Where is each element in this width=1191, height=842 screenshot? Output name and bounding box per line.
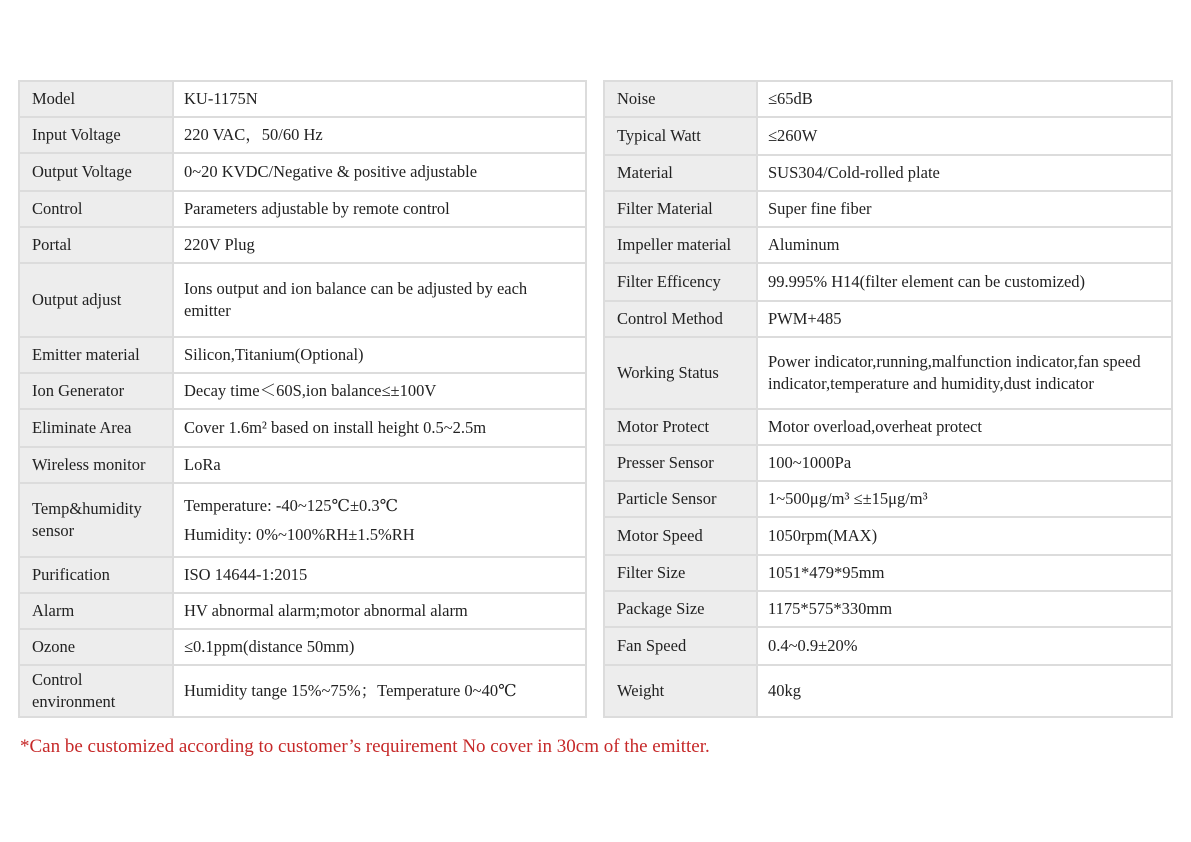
spec-label: Alarm [19, 593, 173, 629]
spec-value: 0.4~0.9±20% [757, 627, 1172, 665]
spec-label: Control [19, 191, 173, 227]
table-row [19, 593, 586, 629]
spec-label: Ion Generator [19, 373, 173, 409]
table-row [19, 373, 586, 409]
spec-value: Power indicator,running,malfunction indicator,fan speed indicator,temperature and humidity,dust indicator [757, 337, 1172, 409]
spec-label: Output adjust [19, 263, 173, 337]
spec-label: Ozone [19, 629, 173, 665]
spec-value: PWM+485 [757, 301, 1172, 337]
spec-value: KU-1175N [173, 81, 586, 117]
spec-label: Motor Speed [604, 517, 757, 555]
table-row [604, 301, 1172, 337]
table-row [604, 481, 1172, 517]
table-row [604, 555, 1172, 591]
spec-label: Weight [604, 665, 757, 717]
spec-label: Working Status [604, 337, 757, 409]
spec-label: Impeller material [604, 227, 757, 263]
spec-label: Material [604, 155, 757, 191]
table-row [19, 191, 586, 227]
spec-label: Output Voltage [19, 153, 173, 191]
table-row [19, 447, 586, 483]
spec-value: Aluminum [757, 227, 1172, 263]
spec-label: Motor Protect [604, 409, 757, 445]
spec-label: Purification [19, 557, 173, 593]
table-row [19, 227, 586, 263]
spec-table-left [18, 80, 587, 718]
table-row [604, 337, 1172, 409]
table-row [604, 665, 1172, 717]
spec-value: Super fine fiber [757, 191, 1172, 227]
table-row [19, 665, 586, 717]
table-row [604, 627, 1172, 665]
table-row [604, 81, 1172, 117]
spec-value [173, 483, 586, 557]
footnote: *Can be customized according to customer’s requirement No cover in 30cm of the emitter. [20, 736, 710, 757]
spec-value: 99.995% H14(filter element can be customized) [757, 263, 1172, 301]
spec-label: Noise [604, 81, 757, 117]
spec-value: 1175*575*330mm [757, 591, 1172, 627]
spec-value: SUS304/Cold-rolled plate [757, 155, 1172, 191]
spec-value: Ions output and ion balance can be adjusted by each emitter [173, 263, 586, 337]
table-row [604, 409, 1172, 445]
table-row [604, 591, 1172, 627]
spec-label: Filter Material [604, 191, 757, 227]
table-row [604, 191, 1172, 227]
table-row [19, 629, 586, 665]
spec-value: LoRa [173, 447, 586, 483]
spec-value: ≤0.1ppm(distance 50mm) [173, 629, 586, 665]
table-row [604, 517, 1172, 555]
spec-value-line: Temperature: -40~125℃±0.3℃ [184, 495, 399, 515]
spec-value-line: Humidity: 0%~100%RH±1.5%RH [184, 524, 415, 544]
spec-value: HV abnormal alarm;motor abnormal alarm [173, 593, 586, 629]
table-row [19, 263, 586, 337]
table-row [19, 153, 586, 191]
spec-label: Emitter material [19, 337, 173, 373]
spec-value: Motor overload,overheat protect [757, 409, 1172, 445]
table-row [19, 483, 586, 557]
spec-label: Wireless monitor [19, 447, 173, 483]
spec-value: ISO 14644-1:2015 [173, 557, 586, 593]
spec-label: Control Method [604, 301, 757, 337]
spec-value: 1050rpm(MAX) [757, 517, 1172, 555]
table-row [19, 337, 586, 373]
spec-label: Package Size [604, 591, 757, 627]
spec-table-right [603, 80, 1173, 718]
table-row [19, 409, 586, 447]
spec-label: Particle Sensor [604, 481, 757, 517]
spec-label: Model [19, 81, 173, 117]
table-row [604, 445, 1172, 481]
spec-label: Portal [19, 227, 173, 263]
spec-value: 220 VAC，50/60 Hz [173, 117, 586, 153]
spec-value: ≤65dB [757, 81, 1172, 117]
spec-value: 100~1000Pa [757, 445, 1172, 481]
table-row [604, 117, 1172, 155]
spec-value: Parameters adjustable by remote control [173, 191, 586, 227]
spec-label: Control environment [19, 665, 173, 717]
spec-label: Filter Efficency [604, 263, 757, 301]
spec-label: Filter Size [604, 555, 757, 591]
table-row [604, 227, 1172, 263]
spec-value: Humidity tange 15%~75%；Temperature 0~40℃ [173, 665, 586, 717]
table-row [604, 263, 1172, 301]
spec-value: 40kg [757, 665, 1172, 717]
spec-label: Presser Sensor [604, 445, 757, 481]
spec-label: Input Voltage [19, 117, 173, 153]
spec-value: Silicon,Titanium(Optional) [173, 337, 586, 373]
spec-value: 1~500μg/m³ ≤±15μg/m³ [757, 481, 1172, 517]
spec-value: Cover 1.6m² based on install height 0.5~2.5m [173, 409, 586, 447]
spec-value: 1051*479*95mm [757, 555, 1172, 591]
spec-label: Typical Watt [604, 117, 757, 155]
table-row [19, 81, 586, 117]
spec-value: ≤260W [757, 117, 1172, 155]
spec-value: Decay time＜60S,ion balance≤±100V [173, 373, 586, 409]
table-row [604, 155, 1172, 191]
spec-label: Eliminate Area [19, 409, 173, 447]
spec-value: 0~20 KVDC/Negative & positive adjustable [173, 153, 586, 191]
spec-label: Fan Speed [604, 627, 757, 665]
spec-value: 220V Plug [173, 227, 586, 263]
table-row [19, 117, 586, 153]
table-row [19, 557, 586, 593]
spec-label: Temp&humidity sensor [19, 483, 173, 557]
